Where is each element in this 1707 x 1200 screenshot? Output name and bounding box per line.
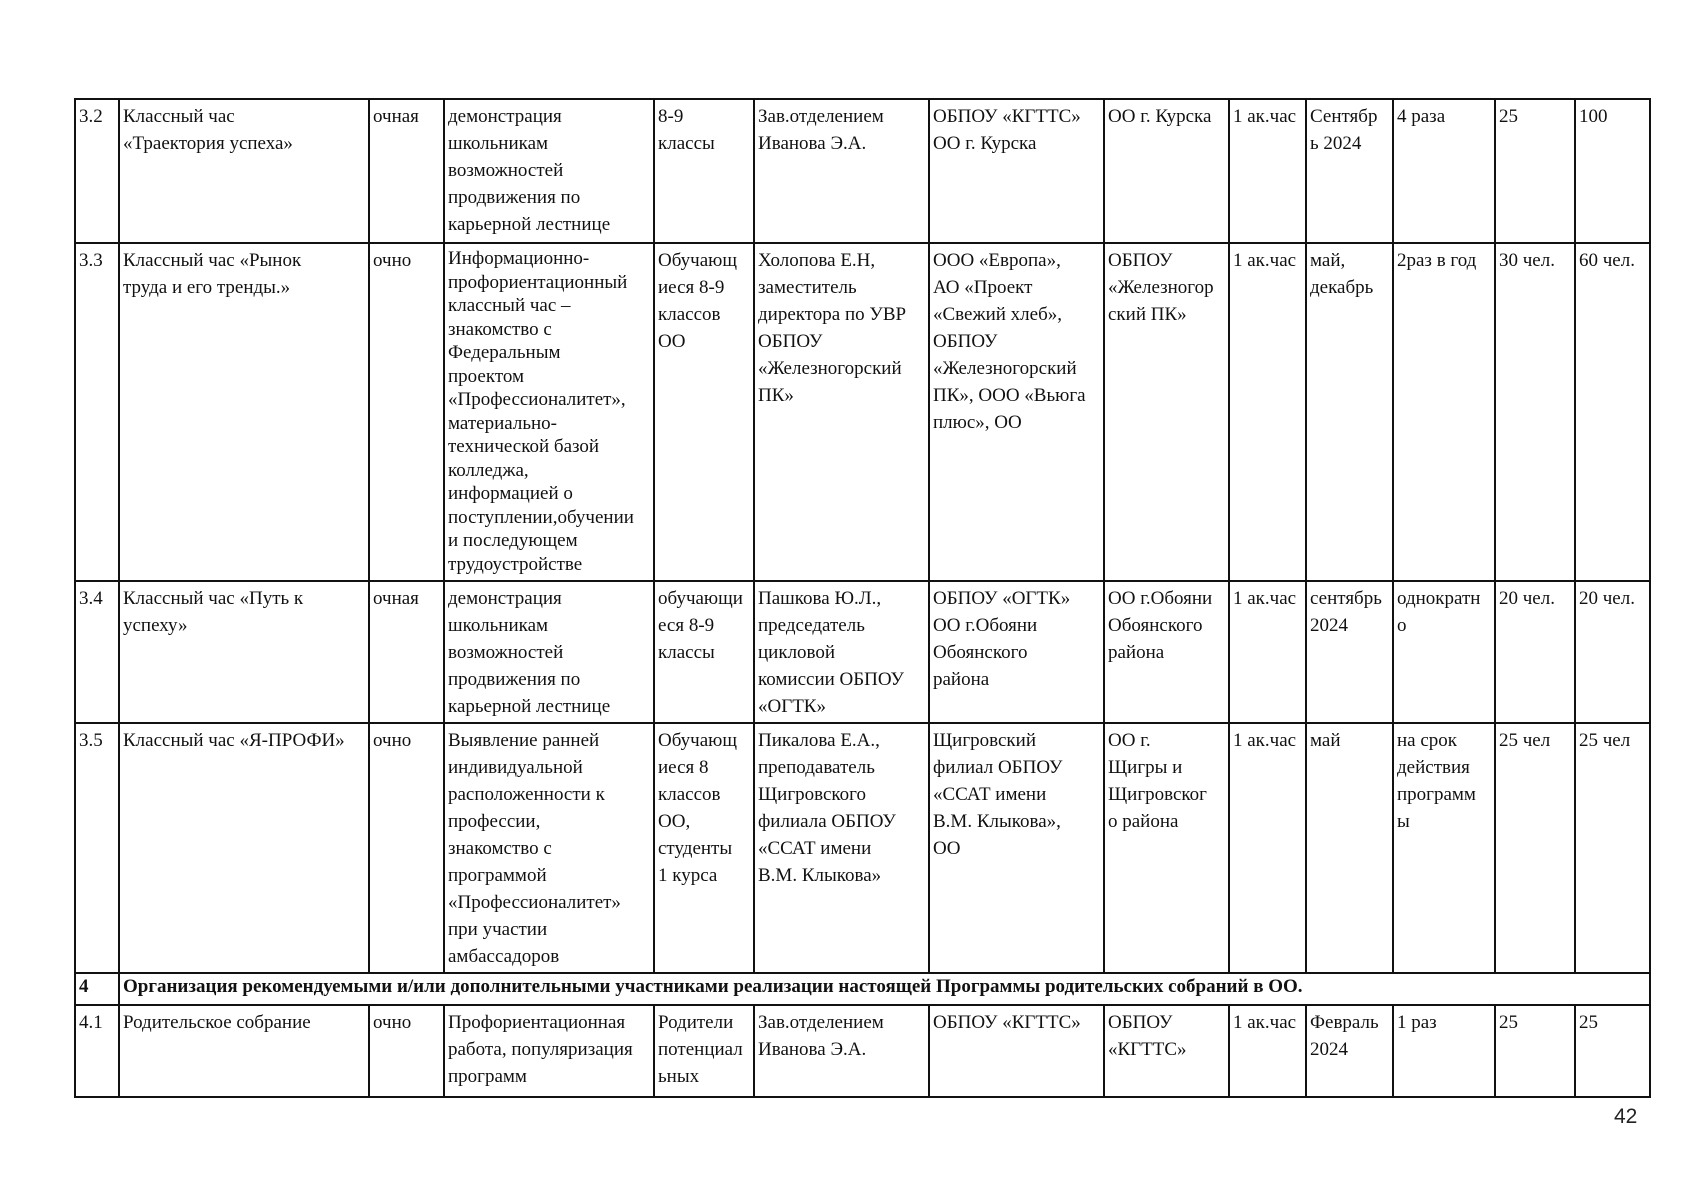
event-total: 100 [1575, 99, 1650, 243]
event-form: очная [369, 99, 444, 243]
event-frequency: 4 раза [1393, 99, 1495, 243]
event-duration: 1 ак.час [1229, 99, 1306, 243]
event-place: ОО г. Щигры и Щигровског о района [1104, 723, 1229, 973]
event-responsible: Зав.отделением Иванова Э.А. [754, 1005, 929, 1097]
section-title: Организация рекомендуемыми и/или дополнительными участниками реализации настоящей Программы родительских собраний в ОО. [119, 973, 1650, 1005]
event-duration: 1 ак.час [1229, 723, 1306, 973]
event-frequency: 2раз в год [1393, 243, 1495, 581]
event-frequency: на срок действия программ ы [1393, 723, 1495, 973]
event-responsible: Зав.отделением Иванова Э.А. [754, 99, 929, 243]
event-audience: 8-9 классы [654, 99, 754, 243]
event-date: май, декабрь [1306, 243, 1393, 581]
event-organizer: ООО «Европа», АО «Проект «Свежий хлеб», ОБПОУ «Железногорский ПК», ООО «Вьюга плюс», ОО [929, 243, 1104, 581]
event-content: Профориентационная работа, популяризация программ [444, 1005, 654, 1097]
event-organizer: Щигровский филиал ОБПОУ «ССАТ имени В.М. Клыкова», ОО [929, 723, 1104, 973]
event-form: очно [369, 1005, 444, 1097]
event-content: Информационно- профориентационный классный час – знакомство с Федеральным проектом «Профессионалитет», материально- технической базой колледжа, информацией о поступлении,обучении и последующем трудоустройстве [444, 243, 654, 581]
event-place: ОО г.Обояни Обоянского района [1104, 581, 1229, 723]
event-form: очная [369, 581, 444, 723]
event-participants: 25 чел [1495, 723, 1575, 973]
table-row [75, 99, 1650, 243]
event-total: 25 [1575, 1005, 1650, 1097]
event-date: май [1306, 723, 1393, 973]
event-form: очно [369, 723, 444, 973]
table-row [75, 1005, 1650, 1097]
event-form: очно [369, 243, 444, 581]
event-date: сентябрь 2024 [1306, 581, 1393, 723]
event-place: ОО г. Курска [1104, 99, 1229, 243]
event-participants: 25 [1495, 99, 1575, 243]
table-row [75, 581, 1650, 723]
event-frequency: однократн о [1393, 581, 1495, 723]
table-row [75, 243, 1650, 581]
event-audience: обучающи еся 8-9 классы [654, 581, 754, 723]
event-organizer: ОБПОУ «ОГТК» ОО г.Обояни Обоянского района [929, 581, 1104, 723]
event-frequency: 1 раз [1393, 1005, 1495, 1097]
row-number: 4.1 [75, 1005, 119, 1097]
event-name: Классный час «Траектория успеха» [119, 99, 369, 243]
section-row [75, 973, 1650, 1005]
row-number: 3.2 [75, 99, 119, 243]
row-number: 3.5 [75, 723, 119, 973]
event-total: 60 чел. [1575, 243, 1650, 581]
table-row [75, 723, 1650, 973]
event-content: Выявление ранней индивидуальной расположенности к профессии, знакомство с программой «Профессионалитет» при участии амбассадоров [444, 723, 654, 973]
event-total: 25 чел [1575, 723, 1650, 973]
event-participants: 30 чел. [1495, 243, 1575, 581]
page-number: 42 [1614, 1105, 1638, 1128]
event-content: демонстрация школьникам возможностей продвижения по карьерной лестнице [444, 581, 654, 723]
event-participants: 25 [1495, 1005, 1575, 1097]
event-date: Февраль 2024 [1306, 1005, 1393, 1097]
event-responsible: Пикалова Е.А., преподаватель Щигровского филиала ОБПОУ «ССАТ имени В.М. Клыкова» [754, 723, 929, 973]
event-organizer: ОБПОУ «КГТТС» ОО г. Курска [929, 99, 1104, 243]
event-name: Классный час «Рынок труда и его тренды.» [119, 243, 369, 581]
event-content: демонстрация школьникам возможностей продвижения по карьерной лестнице [444, 99, 654, 243]
event-duration: 1 ак.час [1229, 243, 1306, 581]
event-place: ОБПОУ «КГТТС» [1104, 1005, 1229, 1097]
event-audience: Обучающ иеся 8 классов ОО, студенты 1 курса [654, 723, 754, 973]
event-duration: 1 ак.час [1229, 1005, 1306, 1097]
section-number: 4 [75, 973, 119, 1005]
event-participants: 20 чел. [1495, 581, 1575, 723]
event-date: Сентябр ь 2024 [1306, 99, 1393, 243]
event-organizer: ОБПОУ «КГТТС» [929, 1005, 1104, 1097]
event-responsible: Холопова Е.Н, заместитель директора по УВР ОБПОУ «Железногорский ПК» [754, 243, 929, 581]
row-number: 3.4 [75, 581, 119, 723]
event-audience: Родители потенциал ьных [654, 1005, 754, 1097]
event-name: Классный час «Я-ПРОФИ» [119, 723, 369, 973]
event-name: Родительское собрание [119, 1005, 369, 1097]
event-audience: Обучающ иеся 8-9 классов ОО [654, 243, 754, 581]
program-table [74, 98, 1651, 1098]
event-place: ОБПОУ «Железногор ский ПК» [1104, 243, 1229, 581]
row-number: 3.3 [75, 243, 119, 581]
event-responsible: Пашкова Ю.Л., председатель цикловой комиссии ОБПОУ «ОГТК» [754, 581, 929, 723]
event-duration: 1 ак.час [1229, 581, 1306, 723]
event-total: 20 чел. [1575, 581, 1650, 723]
event-name: Классный час «Путь к успеху» [119, 581, 369, 723]
